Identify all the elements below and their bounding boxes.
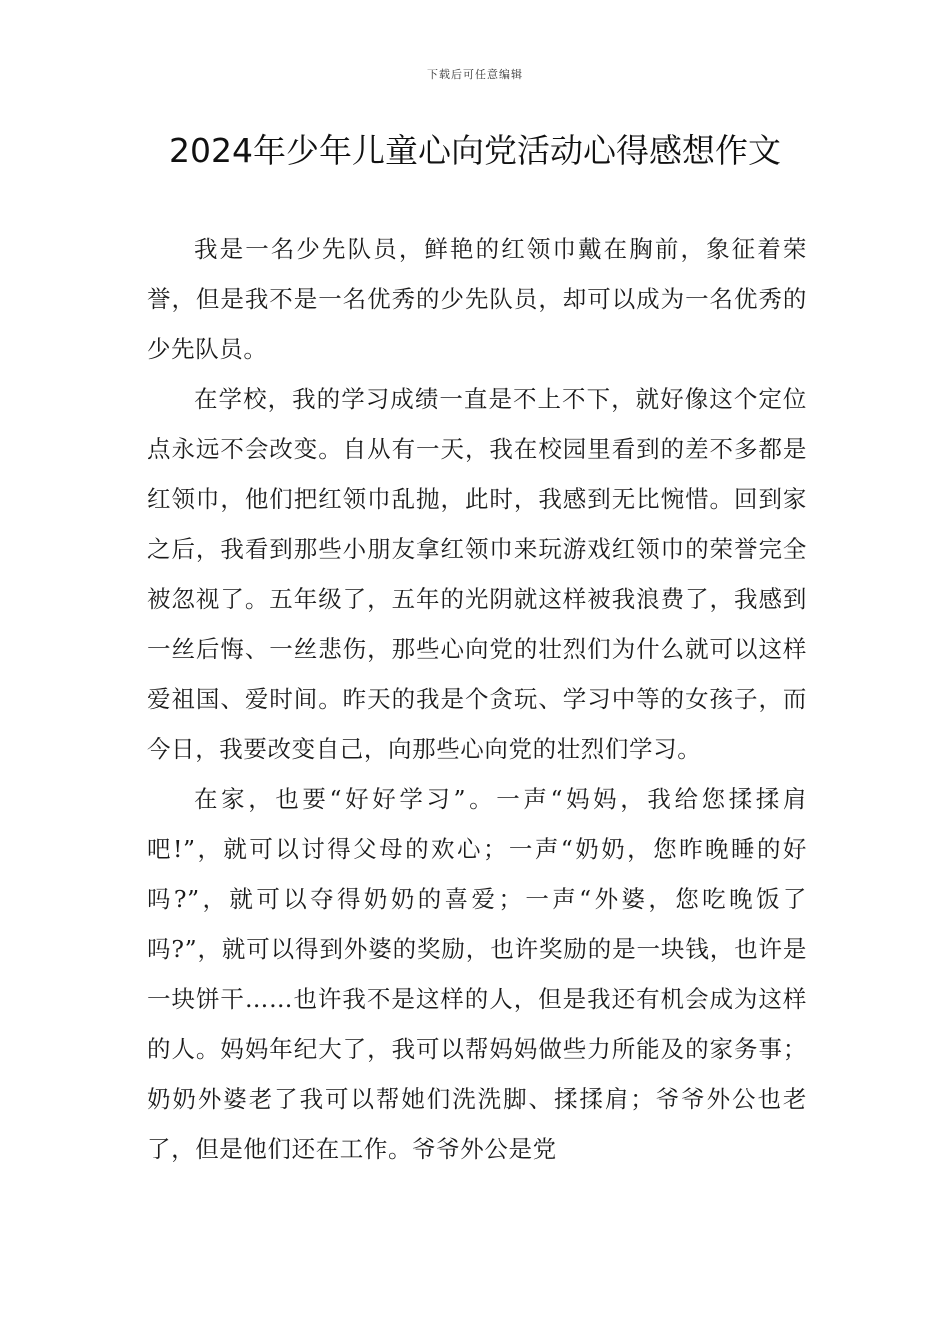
page-header-note: 下载后可任意编辑	[427, 68, 523, 81]
body-paragraph-2: 在学校，我的学习成绩一直是不上不下，就好像这个定位点永远不会改变。自从有一天，我在校园里看到的差不多都是红领巾，他们把红领巾乱抛，此时，我感到无比惋惜。回到家之后，我看到那些小朋友拿红领巾来玩游戏红领巾的荣誉完全被忽视了。五年级了，五年的光阴就这样被我浪费了，我感到一丝后悔、一丝悲伤，那些心向党的壮烈们为什么就可以这样爱祖国、爱时间。昨天的我是个贪玩、学习中等的女孩子，而今日，我要改变自己，向那些心向党的壮烈们学习。	[147, 385, 807, 763]
body-paragraph-3: 在家，也要“好好学习”。一声“妈妈，我给您揉揉肩吧!”，就可以讨得父母的欢心；一声“奶奶，您昨晚睡的好吗?”，就可以夺得奶奶的喜爱；一声“外婆，您吃晚饭了吗?”，就可以得到外婆的奖励，也许奖励的是一块钱，也许是一块饼干……也许我不是这样的人，但是我还有机会成为这样的人。妈妈年纪大了，我可以帮妈妈做些力所能及的家务事；奶奶外婆老了我可以帮她们洗洗脚、揉揉肩；爷爷外公也老了，但是他们还在工作。爷爷外公是党	[147, 785, 807, 1163]
document-title: 2024年少年儿童心向党活动心得感想作文	[169, 131, 781, 170]
body-paragraph-1: 我是一名少先队员，鲜艳的红领巾戴在胸前，象征着荣誉，但是我不是一名优秀的少先队员，却可以成为一名优秀的少先队员。	[147, 235, 807, 363]
document-body	[147, 224, 807, 1174]
